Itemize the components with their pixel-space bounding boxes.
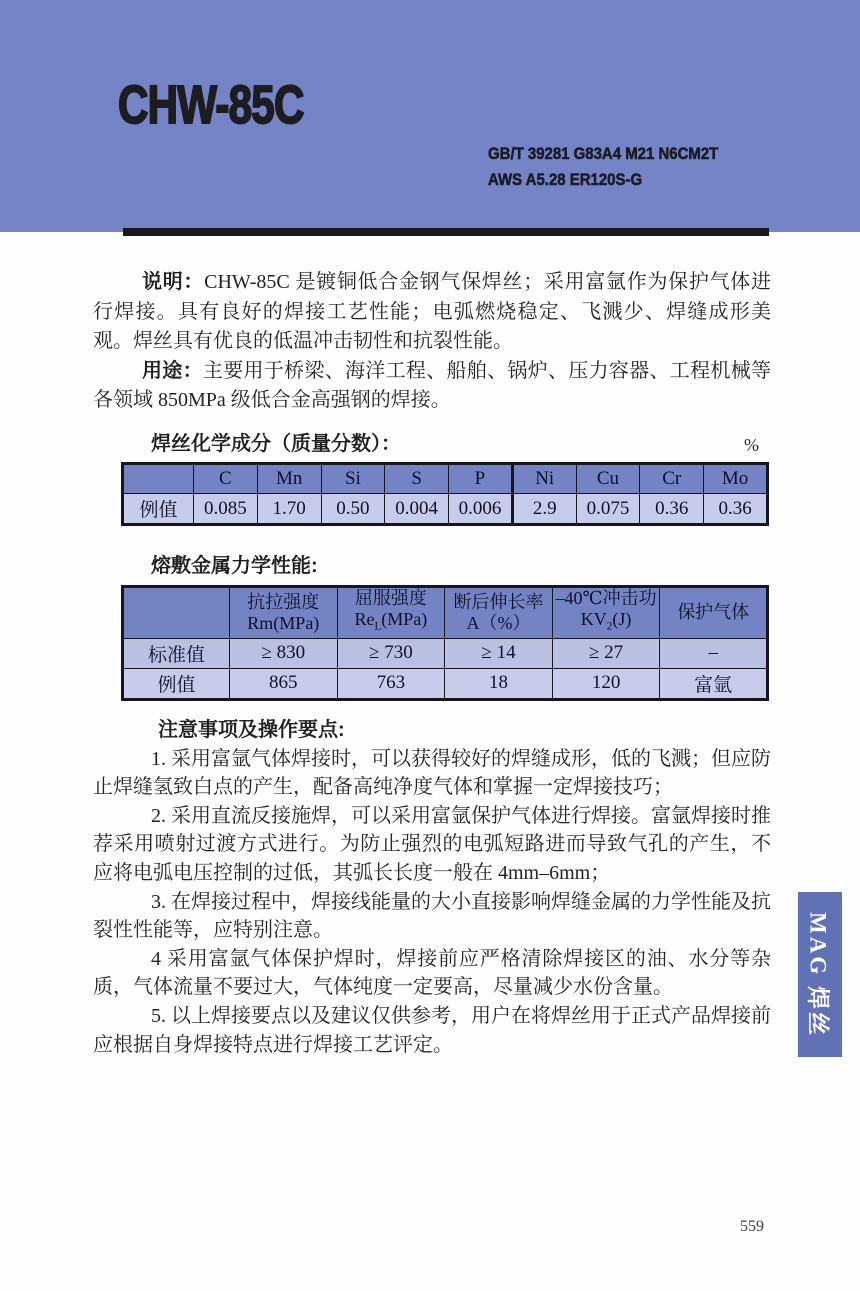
value-cell: ≥ 14 — [445, 638, 553, 668]
column-header-cell: Cu — [576, 464, 640, 494]
chemistry-table — [121, 462, 769, 526]
value-cell: 0.50 — [321, 494, 385, 525]
header-banner — [0, 0, 860, 232]
note-item: 4 采用富氩气体保护焊时，焊接前应严格清除焊接区的油、水分等杂质，气体流量不要过大，气体纯度一定要高，尽量减少水份含量。 — [93, 947, 771, 999]
chemistry-table-heading — [121, 430, 769, 456]
row-label-cell: 例值 — [123, 494, 194, 525]
value-cell: 0.36 — [704, 494, 768, 525]
value-cell: 富氩 — [660, 668, 768, 699]
mechanical-table-title: 熔敷金属力学性能: — [151, 555, 318, 577]
intro-section — [93, 268, 771, 416]
description-text: CHW-85C 是镀铜低合金钢气保焊丝；采用富氩作为保护气体进行焊接。具有良好的焊接工艺性能；电弧燃烧稳定、飞溅少、焊缝成形美观。焊丝具有优良的低温冲击韧性和抗裂性能。 — [93, 271, 772, 352]
column-header-cell: Mn — [257, 464, 321, 494]
mechanical-table-heading — [121, 552, 769, 578]
standard-aws: AWS A5.28 ER120S-G — [488, 170, 643, 189]
value-cell: ≥ 27 — [552, 638, 660, 668]
table-row — [123, 668, 768, 699]
notes-section — [93, 716, 771, 1059]
chemistry-table-title: 焊丝化学成分（质量分数）： — [151, 433, 401, 455]
note-item: 2. 采用直流反接施焊，可以采用富氩保护气体进行焊接。富氩焊接时推荐采用喷射过渡方式进行。为防止强烈的电弧短路进而导致气孔的产生，不应将电弧电压控制的过低，其弧长长度一般在 4mm–6mm； — [93, 804, 771, 884]
description-paragraph — [93, 268, 771, 357]
column-header-cell: 抗拉强度 Rm(MPa) — [230, 587, 338, 639]
value-cell: 0.085 — [194, 494, 258, 525]
table-row — [123, 638, 768, 668]
column-header-cell: Ni — [512, 464, 576, 494]
value-cell: 18 — [445, 668, 553, 699]
table-header-row — [123, 464, 768, 494]
column-header-cell: S — [385, 464, 449, 494]
column-header-cell: Si — [321, 464, 385, 494]
value-cell: ≥ 730 — [337, 638, 445, 668]
column-header-cell: Cr — [640, 464, 704, 494]
table-header-row — [123, 587, 768, 639]
value-cell: 0.075 — [576, 494, 640, 525]
value-cell: 0.36 — [640, 494, 704, 525]
value-cell: ≥ 830 — [230, 638, 338, 668]
row-label-cell: 例值 — [123, 668, 230, 699]
column-header-cell — [123, 464, 194, 494]
value-cell: 120 — [552, 668, 660, 699]
column-header-cell: 断后伸长率 A（%） — [445, 587, 553, 639]
standard-gb: GB/T 39281 G83A4 M21 N6CM2T — [488, 144, 719, 163]
usage-label: 用途： — [142, 359, 203, 382]
column-header-cell: P — [449, 464, 513, 494]
notes-list — [93, 745, 771, 1060]
value-cell: 1.70 — [257, 494, 321, 525]
note-item: 1. 采用富氩气体焊接时，可以获得较好的焊缝成形，低的飞溅；但应防止焊缝氢致白点的产生，配备高纯净度气体和掌握一定焊接技巧； — [93, 747, 771, 799]
page-number: 559 — [740, 1218, 764, 1235]
category-side-tab-label: MAG 焊丝 — [805, 911, 831, 1038]
column-header-cell: C — [194, 464, 258, 494]
standards-block — [488, 141, 718, 193]
column-header-cell: –40℃冲击功 $KV_2(J)$ — [552, 587, 660, 639]
value-cell: 763 — [337, 668, 445, 699]
table-row — [123, 494, 768, 525]
value-cell: 0.006 — [449, 494, 513, 525]
divider-rule — [123, 228, 769, 236]
usage-text: 主要用于桥梁、海洋工程、船舶、锅炉、压力容器、工程机械等各领域 850MPa 级低合金高强钢的焊接。 — [93, 359, 772, 411]
note-item: 3. 在焊接过程中，焊接线能量的大小直接影响焊缝金属的力学性能及抗裂性性能等，应特别注意。 — [93, 890, 771, 942]
mechanical-table — [121, 585, 769, 701]
usage-paragraph — [93, 357, 771, 416]
column-header-cell: Mo — [704, 464, 768, 494]
column-header-cell: 屈服强度 $Re_L(MPa)$ — [337, 587, 445, 639]
column-header-cell — [123, 587, 230, 639]
value-cell: 0.004 — [385, 494, 449, 525]
description-label: 说明： — [142, 271, 205, 293]
column-header-cell: 保护气体 — [660, 587, 768, 639]
value-cell: – — [660, 638, 768, 668]
value-cell: 865 — [230, 668, 338, 699]
category-side-tab — [798, 892, 842, 1057]
note-item: 5. 以上焊接要点以及建议仅供参考，用户在将焊丝用于正式产品焊接前应根据自身焊接特点进行焊接工艺评定。 — [93, 1004, 771, 1056]
chemistry-unit-label: % — [744, 435, 759, 455]
notes-title: 注意事项及操作要点: — [158, 719, 345, 741]
row-label-cell: 标准值 — [123, 638, 230, 668]
value-cell: 2.9 — [512, 494, 576, 525]
product-title: CHW-85C — [118, 75, 304, 135]
